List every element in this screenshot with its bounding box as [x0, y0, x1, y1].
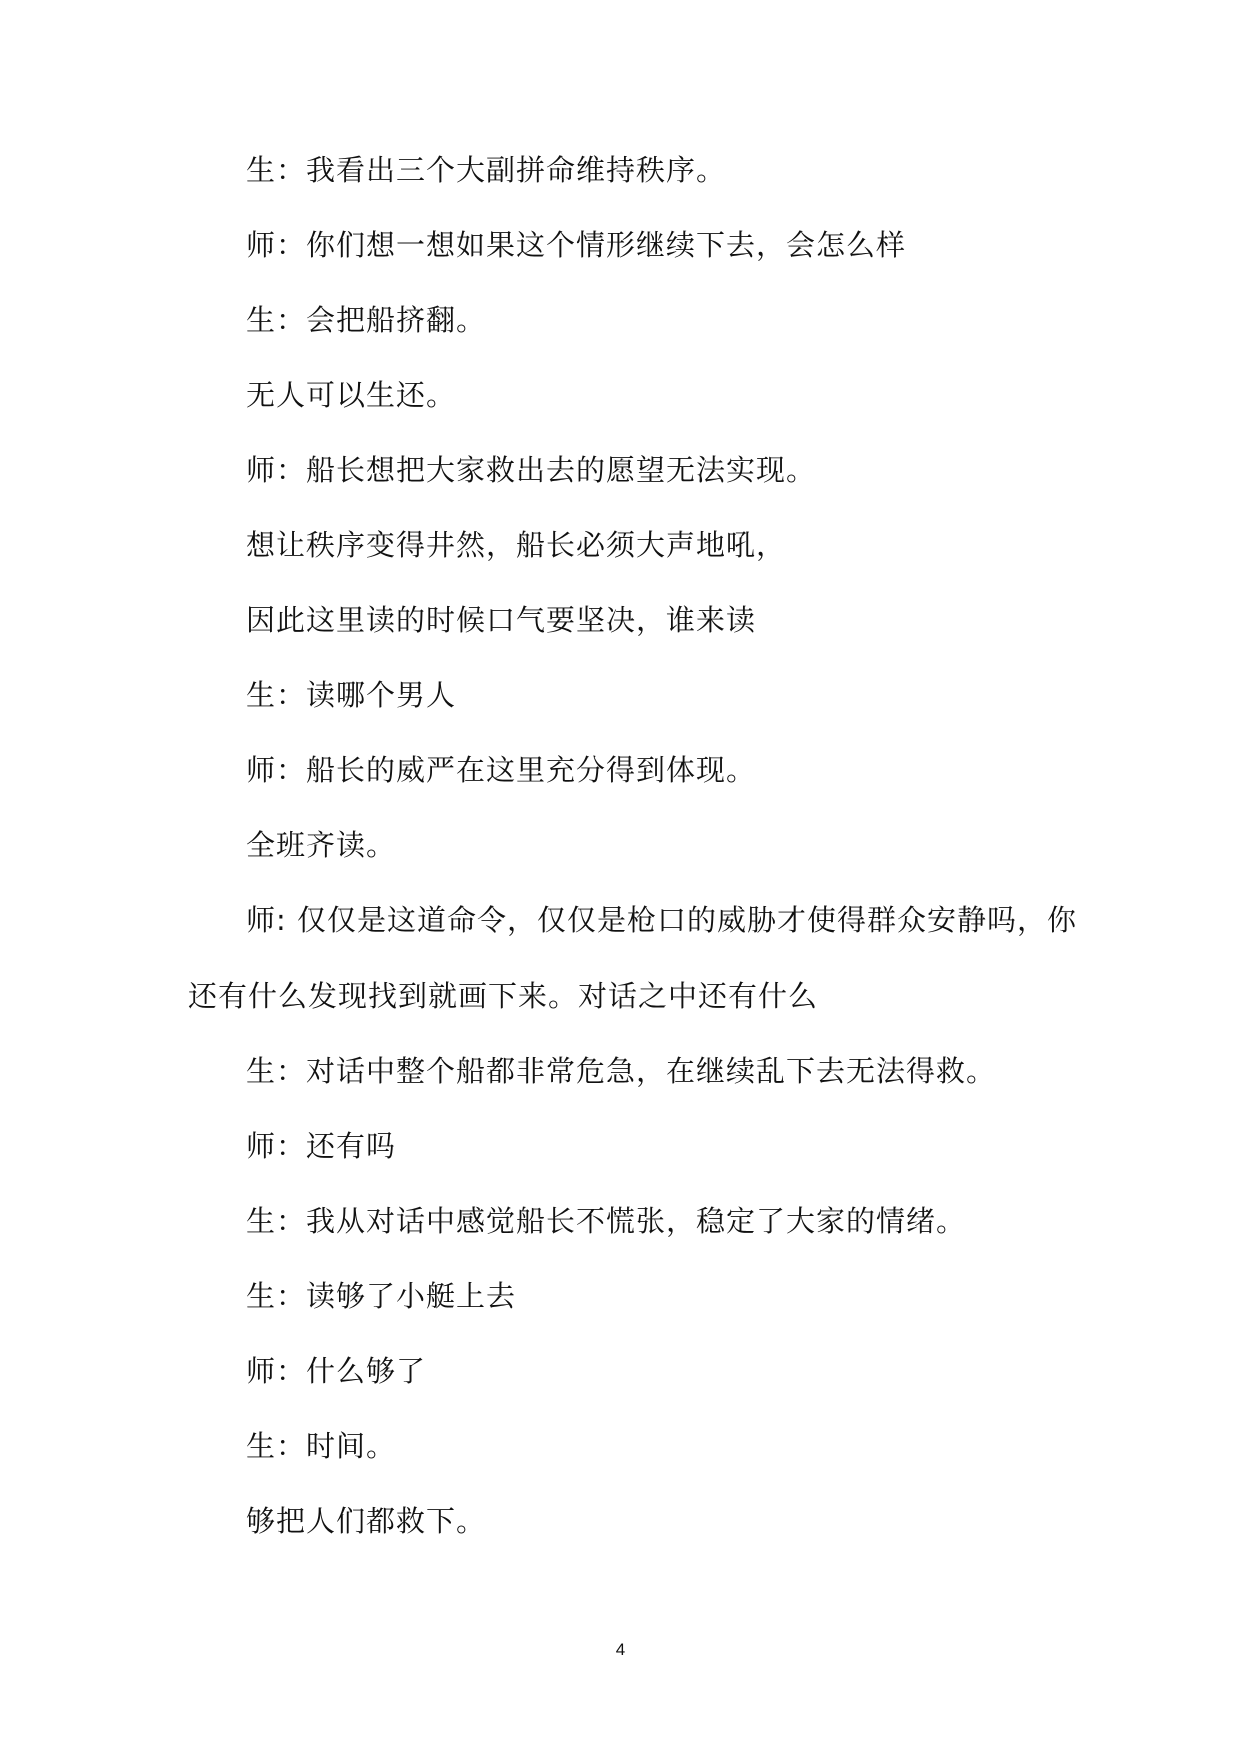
text-line: 全班齐读。	[246, 828, 397, 862]
text-line: 师：船长想把大家救出去的愿望无法实现。	[246, 453, 817, 487]
text-line: 师：船长的威严在这里充分得到体现。	[246, 753, 757, 787]
text-line: 生：我看出三个大副拼命维持秩序。	[246, 153, 727, 187]
text-line: 师：还有吗	[246, 1129, 397, 1163]
text-line: 还有什么发现找到就画下来。对话之中还有什么	[188, 979, 819, 1013]
text-line: 生：我从对话中感觉船长不慌张，稳定了大家的情绪。	[246, 1204, 967, 1238]
text-line: 因此这里读的时候口气要坚决，谁来读	[246, 603, 757, 637]
text-line: 师：你们想一想如果这个情形继续下去，会怎么样	[246, 228, 907, 262]
text-line: 师：什么够了	[246, 1354, 427, 1388]
text-line: 够把人们都救下。	[246, 1504, 487, 1538]
text-line: 生：读够了小艇上去	[246, 1279, 517, 1313]
text-line: 师: 仅仅是这道命令，仅仅是枪口的威胁才使得群众安静吗，你	[246, 903, 1077, 937]
text-line: 生：时间。	[246, 1429, 397, 1463]
text-line: 生：会把船挤翻。	[246, 303, 487, 337]
text-line: 想让秩序变得井然，船长必须大声地吼，	[246, 528, 787, 562]
text-line: 生：读哪个男人	[246, 678, 457, 712]
text-line: 生：对话中整个船都非常危急，在继续乱下去无法得救。	[246, 1054, 997, 1088]
text-line: 无人可以生还。	[246, 378, 457, 412]
page-number: 4	[615, 1640, 626, 1659]
